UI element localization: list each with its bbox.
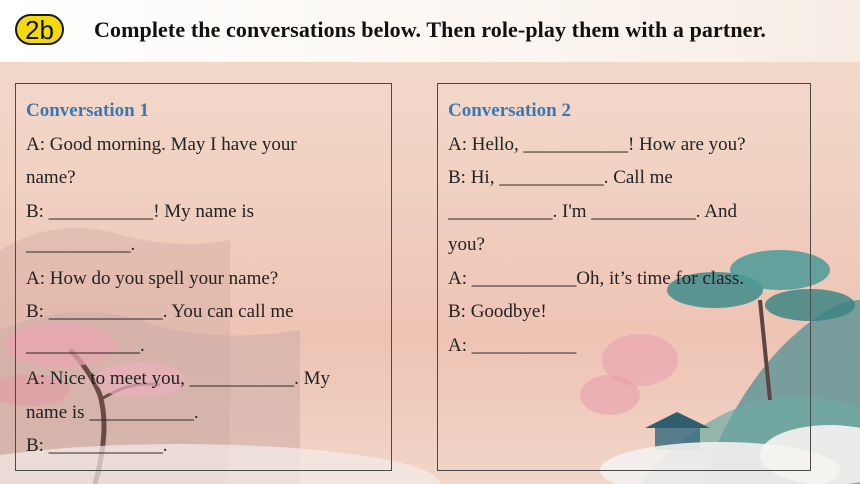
conversation-line: B: ___________! My name is xyxy=(26,200,254,222)
conversation-line: A: ___________Oh, it’s time for class. xyxy=(448,267,745,289)
conversation-line: name is ___________. xyxy=(26,401,199,423)
conversation-line: ___________. xyxy=(26,234,136,255)
conversation-line: ____________. xyxy=(26,334,145,356)
exercise-badge: 2b xyxy=(15,14,64,45)
conversation-line: A: Nice to meet you, ___________. My xyxy=(26,368,330,389)
conversation-2-title: Conversation 2 xyxy=(448,100,571,121)
conversation-line: name? xyxy=(26,167,76,188)
header-bar xyxy=(0,0,860,62)
instruction-text: Complete the conversations below. Then role-play them with a partner. xyxy=(94,17,766,42)
conversation-line: B: Goodbye! xyxy=(448,301,547,322)
conversation-line: B: ____________. You can call me xyxy=(26,301,294,322)
conversation-line: A: ___________ xyxy=(448,334,577,356)
conversation-line: A: Hello, ___________! How are you? xyxy=(448,133,746,155)
conversation-1-box xyxy=(15,83,392,471)
conversation-line: you? xyxy=(448,234,485,255)
conversation-line: B: Hi, ___________. Call me xyxy=(448,167,673,188)
conversation-2-box xyxy=(437,83,811,471)
conversation-line: B: ____________. xyxy=(26,435,168,456)
conversation-line: A: How do you spell your name? xyxy=(26,267,279,289)
conversation-line: ___________. I'm ___________. And xyxy=(448,200,737,222)
conversation-1-title: Conversation 1 xyxy=(26,100,149,121)
conversation-line: A: Good morning. May I have your xyxy=(26,133,297,155)
